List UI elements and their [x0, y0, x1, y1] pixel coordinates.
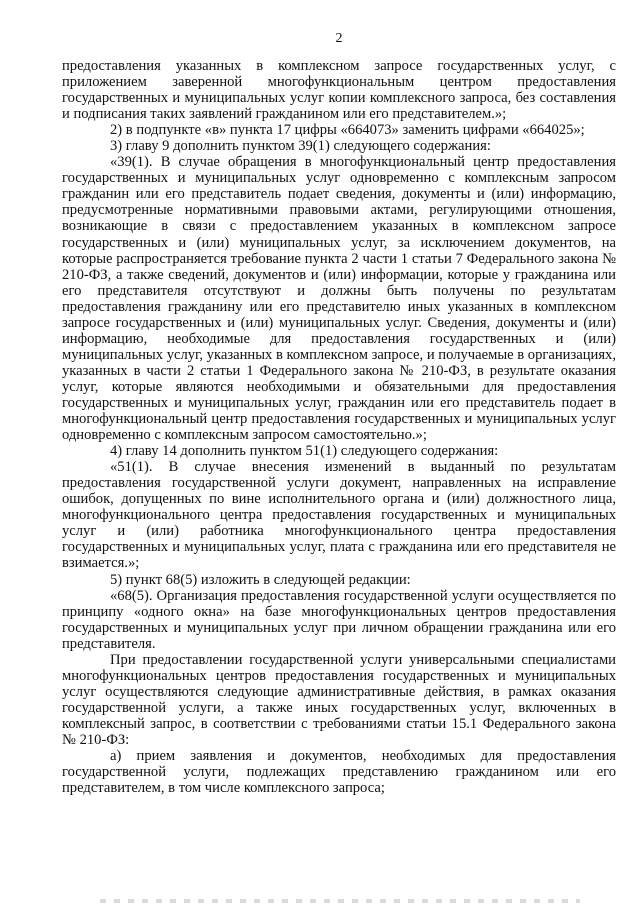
paragraph-item-4: 4) главу 14 дополнить пунктом 51(1) следующего содержания:	[110, 443, 499, 460]
paragraph-item-2: 2) в подпункте «в» пункта 17 цифры «664073» заменить цифрами «664025»;	[110, 122, 585, 139]
paragraph-admin-actions: При предоставлении государственной услуги универсальными специалистами многофункциональных центров предоставления государственных и муниципальных услуг осуществляются следующие административные действия, в рамках оказания государственной услуги, а также иных государственных услуг, включенных в комплексный запрос, в соответствии с требованиями статьи 15.1 Федерального закона № 210-ФЗ:	[62, 651, 616, 748]
paragraph-item-3: 3) главу 9 дополнить пунктом 39(1) следующего содержания:	[110, 138, 491, 155]
paragraph-continuation: предоставления указанных в комплексном запросе государственных услуг, с приложением заверенной многофункциональным центром предоставления государственных и муниципальных услуг копии комплексного запроса, без составления и подписания таких заявлений гражданином или его представителем.»;	[62, 58, 616, 123]
page-number: 2	[335, 31, 343, 46]
paragraph-subitem-a: а) прием заявления и документов, необходимых для предоставления государственной услуги, подлежащих представлению гражданином или его представителем, в том числе комплексного запроса;	[62, 748, 616, 797]
scan-edge-artifact	[100, 899, 580, 903]
paragraph-clause-39-1: «39(1). В случае обращения в многофункциональный центр предоставления государственных и муниципальных услуг одновременно с комплексным запросом гражданин или его представитель подает сведения, документы и (или) информацию, предусмотренные нормативными правовыми актами, регулирующими отношения, возникающие в связи с предоставлением указанных в комплексном запросе государственных и (или) муниципальных услуг, за исключением документов, на которые распространяется требование пункта 2 части 1 статьи 7 Федерального закона № 210-ФЗ, а также сведений, документов и (или) информации, которые у гражданина или его представителя отсутствуют и должны быть получены по результатам предоставления гражданину или его представителю иных указанных в комплексном запросе государственных и (или) муниципальных услуг. Сведения, документы и (или) информацию, необходимые для предоставления государственных и (или) муниципальных услуг, указанных в комплексном запросе, и получаемые в организациях, указанных в части 2 статьи 1 Федерального закона № 210-ФЗ, в результате оказания услуг, которые являются необходимыми и обязательными для предоставления государственных и муниципальных услуг, гражданин или его представитель подает в многофункциональный центр предоставления государственных и муниципальных услуг одновременно с комплексным запросом самостоятельно.»;	[62, 154, 616, 444]
paragraph-item-5: 5) пункт 68(5) изложить в следующей редакции:	[110, 571, 411, 588]
paragraph-clause-68-5: «68(5). Организация предоставления государственной услуги осуществляется по принципу «одного окна» на базе многофункциональных центров предоставления государственных и муниципальных услуг при личном обращении гражданина или его представителя.	[62, 587, 616, 652]
paragraph-clause-51-1: «51(1). В случае внесения изменений в выданный по результатам предоставления государственной услуги документ, направленных на исправление ошибок, допущенных по вине исполнительного органа и (или) должностного лица, многофункционального центра предоставления государственных и муниципальных услуг и (или) работника многофункционального центра предоставления государственных и муниципальных услуг, плата с гражданина или его представителя не взимается.»;	[62, 459, 616, 572]
